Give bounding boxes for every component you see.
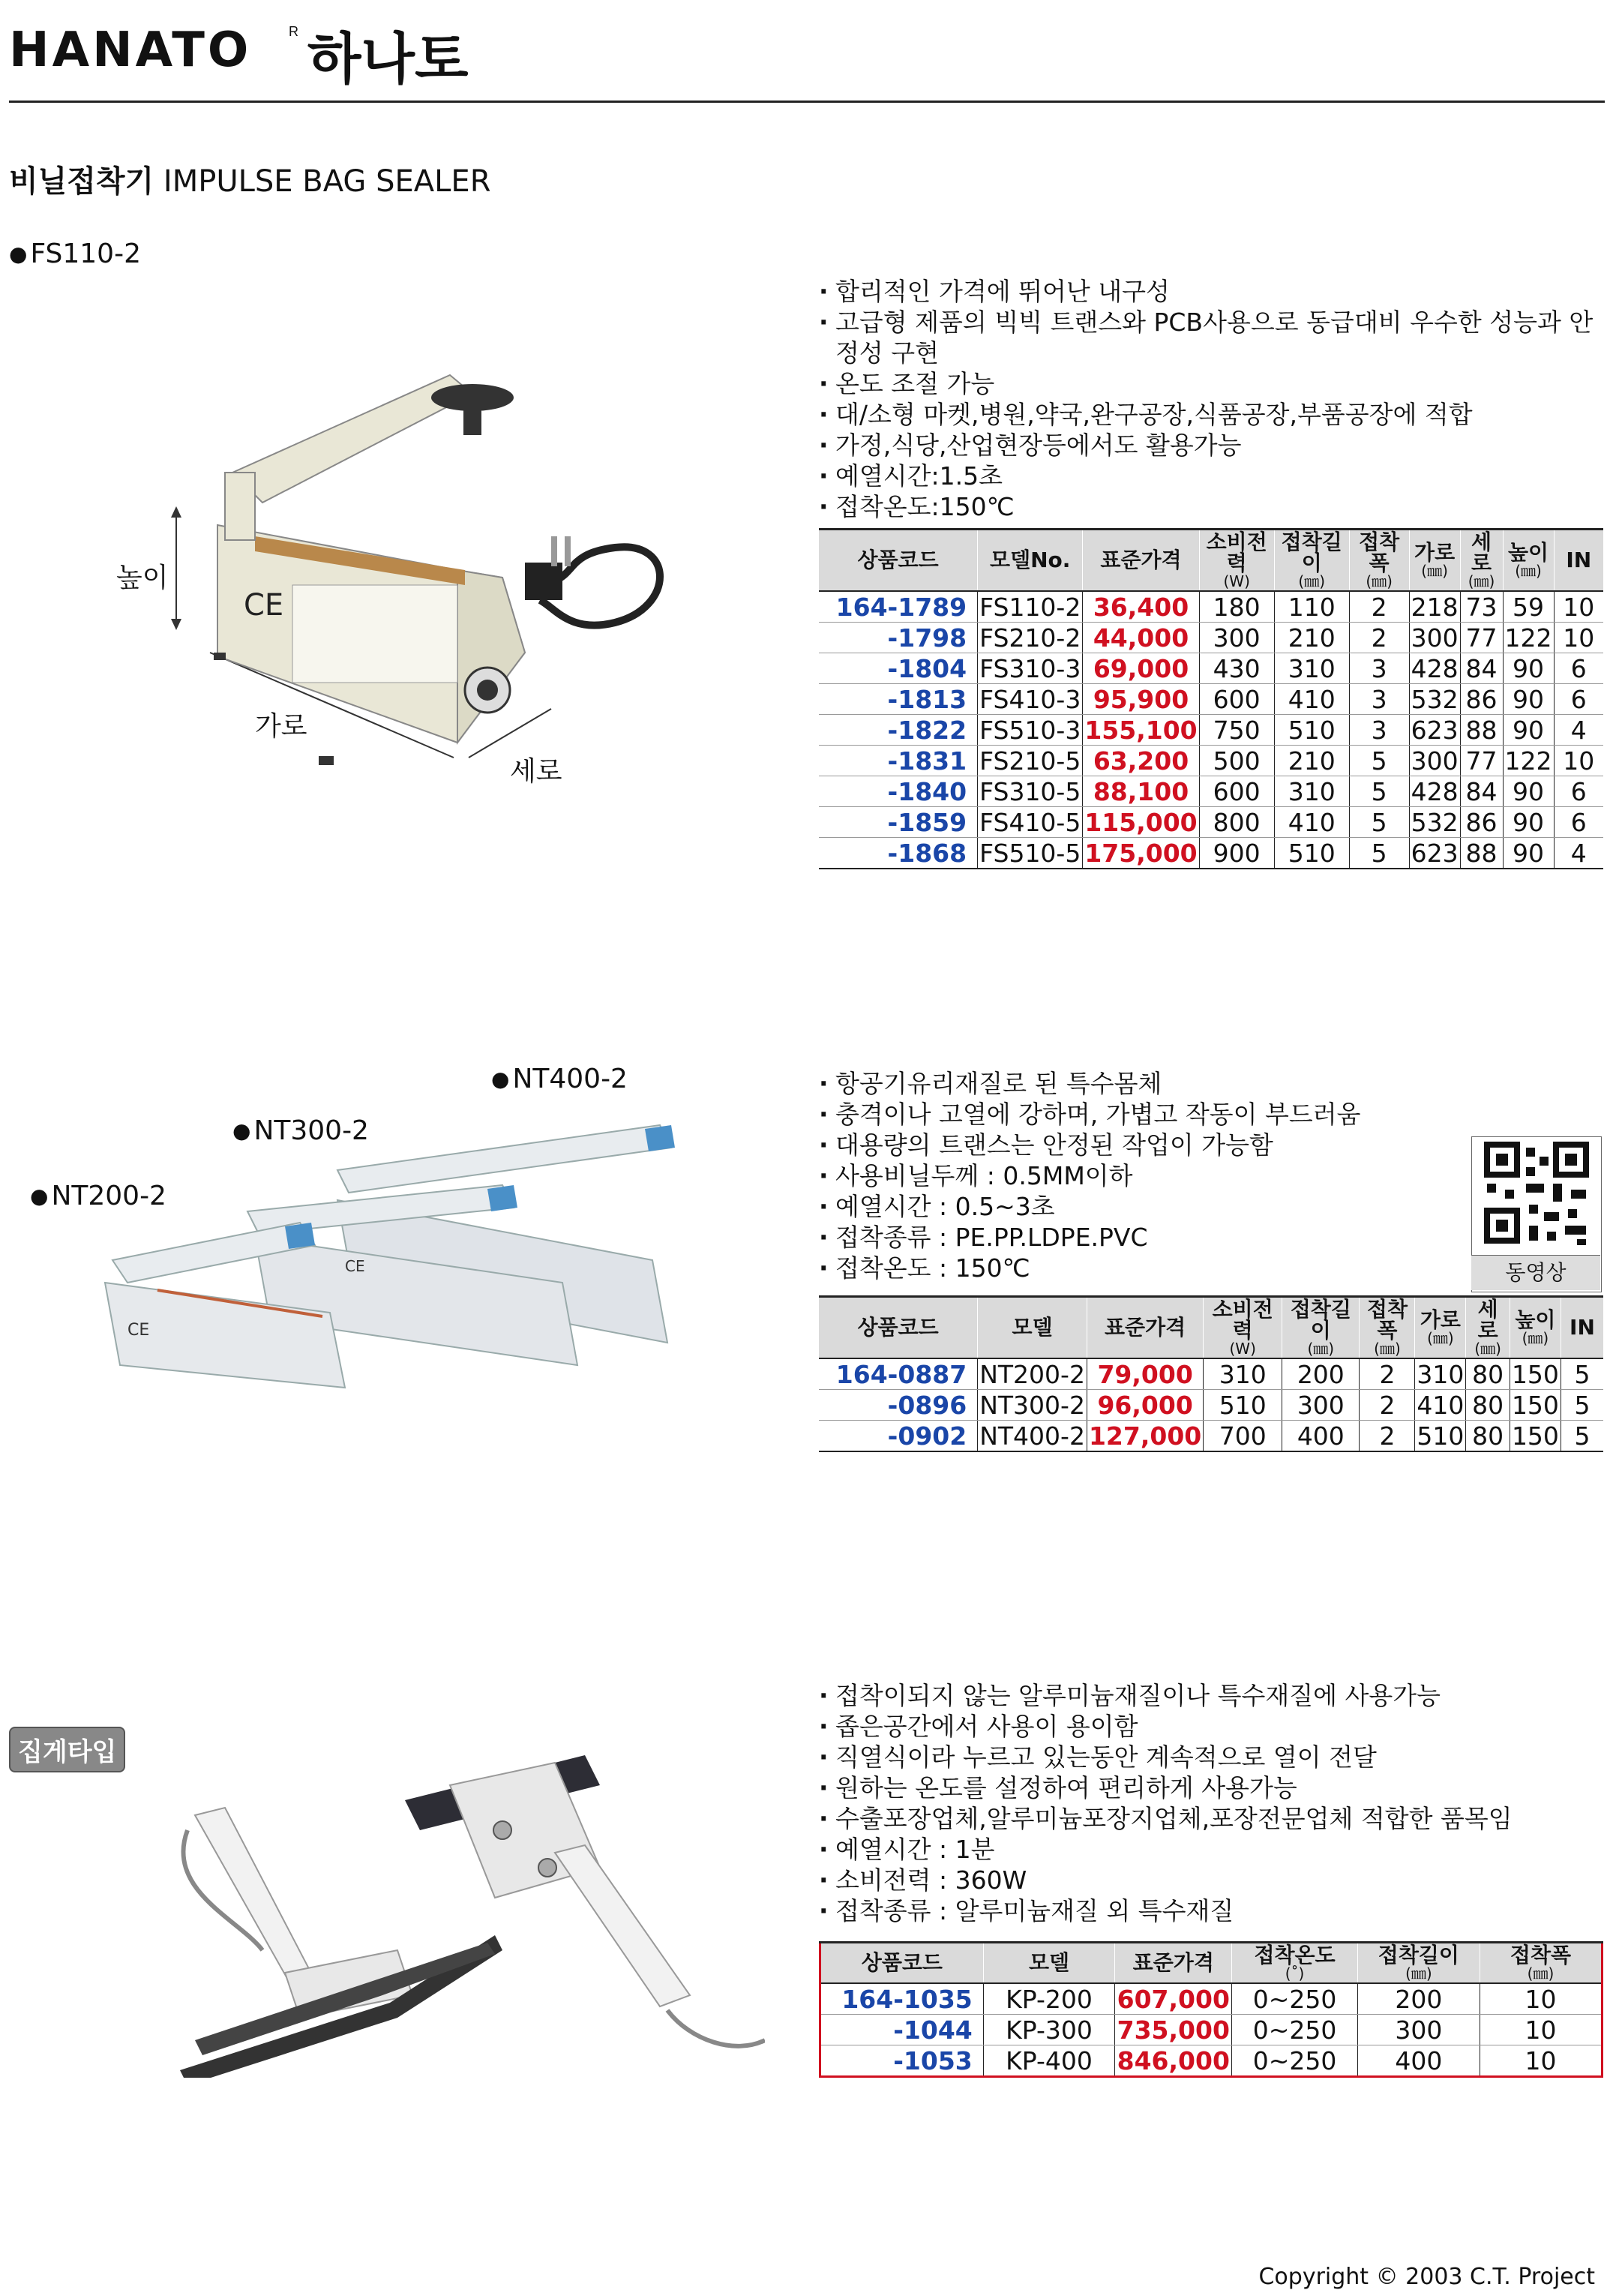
- table-header-row: [820, 1943, 1603, 1984]
- table-cell: 88: [1460, 838, 1503, 869]
- table-cell: 90: [1503, 684, 1554, 715]
- table-cell: 150: [1510, 1390, 1561, 1421]
- table-header-cell: 상품코드: [820, 1943, 984, 1984]
- table-cell: 300: [1409, 623, 1460, 653]
- table-cell: 4: [1554, 838, 1603, 869]
- table-row: [819, 838, 1603, 869]
- table-cell: 150: [1510, 1358, 1561, 1390]
- table-cell: 90: [1503, 807, 1554, 838]
- table-header-cell: 접착길이 (㎜): [1274, 530, 1349, 592]
- table-row: [819, 1390, 1603, 1421]
- table-cell: 164-0887: [819, 1358, 978, 1390]
- table-cell: 0~250: [1232, 2045, 1358, 2077]
- table-cell: 10: [1480, 1983, 1602, 2015]
- table-cell: 86: [1460, 684, 1503, 715]
- table-cell: 5: [1349, 776, 1409, 807]
- table-cell: 310: [1204, 1358, 1282, 1390]
- table-cell: 3: [1349, 715, 1409, 746]
- table-cell: 735,000: [1115, 2015, 1232, 2045]
- table-cell: -1798: [819, 623, 978, 653]
- table-header-cell: 접착폭 (㎜): [1360, 1297, 1415, 1359]
- table-cell: FS410-5: [978, 807, 1083, 838]
- feature-item: · 충격이나 고열에 강하며, 가볍고 작동이 부드러움: [819, 1099, 1464, 1130]
- table-cell: 122: [1503, 623, 1554, 653]
- table-row: [819, 715, 1603, 746]
- table-cell: 900: [1199, 838, 1274, 869]
- table-cell: 10: [1554, 746, 1603, 776]
- kp-feature-list: [819, 1680, 1606, 1926]
- table-header-cell: IN: [1554, 530, 1603, 592]
- table-cell: 6: [1554, 807, 1603, 838]
- table-row: [819, 591, 1603, 623]
- table-cell: 300: [1282, 1390, 1360, 1421]
- table-cell: 400: [1282, 1421, 1360, 1452]
- table-cell: 5: [1561, 1358, 1603, 1390]
- table-cell: 5: [1561, 1390, 1603, 1421]
- table-cell: 532: [1409, 807, 1460, 838]
- table-cell: 623: [1409, 838, 1460, 869]
- table-header-cell: 소비전력 (W): [1204, 1297, 1282, 1359]
- table-cell: 77: [1460, 746, 1503, 776]
- table-cell: 69,000: [1083, 653, 1199, 684]
- qr-code-icon: [1472, 1137, 1601, 1256]
- table-cell: 115,000: [1083, 807, 1199, 838]
- table-cell: 700: [1204, 1421, 1282, 1452]
- page-title-ko: 비닐접착기: [9, 164, 154, 199]
- page-title: [9, 158, 490, 200]
- table-cell: 400: [1357, 2045, 1480, 2077]
- table-cell: 164-1035: [820, 1983, 984, 2015]
- table-row: [819, 807, 1603, 838]
- table-row: [820, 2015, 1603, 2045]
- feature-item: · 합리적인 가격에 뛰어난 내구성: [819, 276, 1606, 307]
- table-cell: FS410-3: [978, 684, 1083, 715]
- fs-spec-table: [819, 528, 1603, 869]
- model-label-nt300: ● NT300-2: [232, 1115, 369, 1146]
- table-header-cell: 세로 (㎜): [1466, 1297, 1510, 1359]
- fs-feature-list: [819, 276, 1606, 522]
- table-cell: 88,100: [1083, 776, 1199, 807]
- table-row: [819, 653, 1603, 684]
- table-cell: 10: [1480, 2045, 1602, 2077]
- table-cell: FS110-2: [978, 591, 1083, 623]
- nt-sealers-illustration: [97, 1110, 682, 1395]
- logo-hanato-en: HANATO: [9, 23, 252, 78]
- feature-item: · 가정,식당,산업현장등에서도 활용가능: [819, 430, 1606, 461]
- table-cell: 6: [1554, 684, 1603, 715]
- table-cell: FS510-5: [978, 838, 1083, 869]
- svg-text:CE: CE: [345, 1257, 365, 1275]
- svg-text:CE: CE: [244, 588, 284, 623]
- table-header-cell: 모델: [978, 1297, 1087, 1359]
- table-cell: 80: [1466, 1421, 1510, 1452]
- table-header-cell: 높이 (㎜): [1510, 1297, 1561, 1359]
- table-cell: NT300-2: [978, 1390, 1087, 1421]
- table-cell: 310: [1274, 653, 1349, 684]
- feature-item: · 직열식이라 누르고 있는동안 계속적으로 열이 전달: [819, 1742, 1606, 1772]
- table-cell: 80: [1466, 1358, 1510, 1390]
- table-cell: 80: [1466, 1390, 1510, 1421]
- table-cell: 90: [1503, 776, 1554, 807]
- table-cell: 175,000: [1083, 838, 1199, 869]
- table-cell: 110: [1274, 591, 1349, 623]
- nt-feature-list: [819, 1068, 1464, 1283]
- table-cell: 510: [1204, 1390, 1282, 1421]
- feature-item: · 접착온도 : 150℃: [819, 1253, 1464, 1283]
- video-label: 동영상: [1471, 1255, 1600, 1290]
- table-cell: 5: [1349, 838, 1409, 869]
- table-row: [819, 746, 1603, 776]
- table-header-row: [819, 1297, 1603, 1359]
- table-cell: KP-300: [983, 2015, 1115, 2045]
- table-cell: 300: [1357, 2015, 1480, 2045]
- copyright-text: Copyright © 2003 C.T. Project: [1258, 2264, 1595, 2290]
- table-header-cell: 접착온도 (˚): [1232, 1943, 1358, 1984]
- table-cell: -0896: [819, 1390, 978, 1421]
- table-cell: KP-200: [983, 1983, 1115, 2015]
- clamp-type-badge: 집게타입: [9, 1727, 125, 1772]
- table-row: [819, 1421, 1603, 1452]
- table-cell: 90: [1503, 838, 1554, 869]
- table-cell: 4: [1554, 715, 1603, 746]
- table-cell: 95,900: [1083, 684, 1199, 715]
- table-cell: 73: [1460, 591, 1503, 623]
- table-cell: 300: [1199, 623, 1274, 653]
- table-cell: 3: [1349, 653, 1409, 684]
- table-header-cell: 소비전력 (W): [1199, 530, 1274, 592]
- table-cell: 310: [1274, 776, 1349, 807]
- table-cell: 63,200: [1083, 746, 1199, 776]
- table-cell: FS310-5: [978, 776, 1083, 807]
- table-cell: -1044: [820, 2015, 984, 2045]
- table-cell: 88: [1460, 715, 1503, 746]
- table-cell: 510: [1274, 715, 1349, 746]
- feature-item: · 고급형 제품의 빅빅 트랜스와 PCB사용으로 동급대비 우수한 성능과 안정성 구현: [819, 307, 1606, 368]
- table-cell: 2: [1360, 1358, 1415, 1390]
- feature-item: · 접착온도:150℃: [819, 491, 1606, 522]
- table-cell: FS310-3: [978, 653, 1083, 684]
- table-cell: 2: [1349, 591, 1409, 623]
- table-cell: 180: [1199, 591, 1274, 623]
- feature-item: · 수출포장업체,알루미늄포장지업체,포장전문업체 적합한 품목임: [819, 1803, 1606, 1834]
- table-cell: FS210-5: [978, 746, 1083, 776]
- table-cell: 607,000: [1115, 1983, 1232, 2015]
- table-cell: 623: [1409, 715, 1460, 746]
- feature-item: · 온도 조절 가능: [819, 368, 1606, 399]
- table-cell: -1813: [819, 684, 978, 715]
- table-cell: 0~250: [1232, 2015, 1358, 2045]
- feature-item: · 예열시간 : 1분: [819, 1834, 1606, 1865]
- table-header-cell: 표준가격: [1087, 1297, 1203, 1359]
- table-cell: NT200-2: [978, 1358, 1087, 1390]
- feature-item: · 접착종류 : 알루미늄재질 외 특수재질: [819, 1895, 1606, 1926]
- table-header-cell: 표준가격: [1115, 1943, 1232, 1984]
- table-header-cell: 모델: [983, 1943, 1115, 1984]
- feature-item: · 소비전력 : 360W: [819, 1865, 1606, 1895]
- table-header-row: [819, 530, 1603, 592]
- svg-text:CE: CE: [127, 1321, 150, 1340]
- table-cell: 164-1789: [819, 591, 978, 623]
- table-header-cell: 세로 (㎜): [1460, 530, 1503, 592]
- table-header-cell: IN: [1561, 1297, 1603, 1359]
- table-cell: NT400-2: [978, 1421, 1087, 1452]
- feature-item: · 대용량의 트랜스는 안정된 작업이 가능함: [819, 1130, 1464, 1160]
- feature-item: · 항공기유리재질로 된 특수몸체: [819, 1068, 1464, 1099]
- table-cell: 6: [1554, 776, 1603, 807]
- table-cell: 428: [1409, 776, 1460, 807]
- table-cell: 410: [1274, 807, 1349, 838]
- kp-spec-table: [819, 1941, 1603, 2078]
- table-cell: 36,400: [1083, 591, 1199, 623]
- table-cell: 800: [1199, 807, 1274, 838]
- table-header-cell: 접착폭 (㎜): [1480, 1943, 1602, 1984]
- header-divider: [9, 101, 1605, 103]
- table-cell: 410: [1274, 684, 1349, 715]
- table-cell: -0902: [819, 1421, 978, 1452]
- table-cell: -1822: [819, 715, 978, 746]
- table-cell: 210: [1274, 623, 1349, 653]
- table-row: [820, 1983, 1603, 2015]
- table-header-cell: 접착폭 (㎜): [1349, 530, 1409, 592]
- table-cell: -1868: [819, 838, 978, 869]
- table-row: [819, 623, 1603, 653]
- feature-item: · 접착종류 : PE.PP.LDPE.PVC: [819, 1222, 1464, 1253]
- table-cell: 59: [1503, 591, 1554, 623]
- nt-spec-table: [819, 1295, 1603, 1452]
- kp-sealers-illustration: [150, 1755, 765, 2078]
- table-cell: 428: [1409, 653, 1460, 684]
- feature-item: · 예열시간:1.5초: [819, 461, 1606, 491]
- table-cell: 2: [1360, 1390, 1415, 1421]
- table-cell: 600: [1199, 776, 1274, 807]
- table-cell: -1840: [819, 776, 978, 807]
- feature-item: · 예열시간 : 0.5~3초: [819, 1191, 1464, 1222]
- table-cell: 410: [1415, 1390, 1466, 1421]
- table-cell: 846,000: [1115, 2045, 1232, 2077]
- table-cell: -1804: [819, 653, 978, 684]
- table-cell: KP-400: [983, 2045, 1115, 2077]
- table-cell: 5: [1349, 746, 1409, 776]
- table-cell: 2: [1349, 623, 1409, 653]
- model-label-nt200: ● NT200-2: [30, 1181, 166, 1211]
- table-cell: 150: [1510, 1421, 1561, 1452]
- table-cell: 2: [1360, 1421, 1415, 1452]
- table-cell: 430: [1199, 653, 1274, 684]
- feature-item: · 사용비닐두께 : 0.5MM이하: [819, 1160, 1464, 1191]
- table-row: [819, 684, 1603, 715]
- table-header-cell: 상품코드: [819, 530, 978, 592]
- table-cell: 532: [1409, 684, 1460, 715]
- table-row: [819, 1358, 1603, 1390]
- table-header-cell: 가로 (㎜): [1415, 1297, 1466, 1359]
- dim-label-width: 가로: [255, 711, 307, 742]
- table-cell: 84: [1460, 653, 1503, 684]
- fs-sealer-illustration: [105, 360, 690, 780]
- table-header-cell: 상품코드: [819, 1297, 978, 1359]
- feature-item: · 대/소형 마켓,병원,약국,완구공장,식품공장,부품공장에 적합: [819, 399, 1606, 430]
- table-cell: 200: [1282, 1358, 1360, 1390]
- table-cell: 10: [1480, 2015, 1602, 2045]
- table-header-cell: 가로 (㎜): [1409, 530, 1460, 592]
- model-label-fs110: ● FS110-2: [9, 239, 141, 269]
- table-cell: 79,000: [1087, 1358, 1203, 1390]
- table-cell: FS510-3: [978, 715, 1083, 746]
- table-cell: 510: [1415, 1421, 1466, 1452]
- table-cell: -1859: [819, 807, 978, 838]
- feature-item: · 좁은공간에서 사용이 용이함: [819, 1711, 1606, 1742]
- table-header-cell: 표준가격: [1083, 530, 1199, 592]
- table-cell: 5: [1349, 807, 1409, 838]
- table-cell: 10: [1554, 623, 1603, 653]
- table-cell: 0~250: [1232, 1983, 1358, 2015]
- table-cell: 3: [1349, 684, 1409, 715]
- table-cell: 44,000: [1083, 623, 1199, 653]
- page-title-en: IMPULSE BAG SEALER: [163, 164, 491, 199]
- table-cell: 500: [1199, 746, 1274, 776]
- table-cell: 5: [1561, 1421, 1603, 1452]
- table-cell: 210: [1274, 746, 1349, 776]
- table-cell: 218: [1409, 591, 1460, 623]
- dim-label-depth: 세로: [510, 756, 562, 787]
- table-row: [819, 776, 1603, 807]
- table-cell: 77: [1460, 623, 1503, 653]
- dim-label-height: 높이: [116, 563, 169, 593]
- table-cell: 127,000: [1087, 1421, 1203, 1452]
- table-cell: 510: [1274, 838, 1349, 869]
- table-cell: 300: [1409, 746, 1460, 776]
- table-cell: -1831: [819, 746, 978, 776]
- table-row: [820, 2045, 1603, 2077]
- table-cell: 310: [1415, 1358, 1466, 1390]
- feature-item: · 원하는 온도를 설정하여 편리하게 사용가능: [819, 1772, 1606, 1803]
- model-label-nt400: ● NT400-2: [491, 1064, 628, 1094]
- table-cell: 155,100: [1083, 715, 1199, 746]
- logo-registered-mark: R: [289, 24, 298, 39]
- table-cell: 6: [1554, 653, 1603, 684]
- table-cell: 86: [1460, 807, 1503, 838]
- table-cell: FS210-2: [978, 623, 1083, 653]
- table-header-cell: 접착길이 (㎜): [1282, 1297, 1360, 1359]
- table-cell: -1053: [820, 2045, 984, 2077]
- table-cell: 84: [1460, 776, 1503, 807]
- table-cell: 90: [1503, 715, 1554, 746]
- table-cell: 200: [1357, 1983, 1480, 2015]
- table-header-cell: 높이 (㎜): [1503, 530, 1554, 592]
- table-cell: 122: [1503, 746, 1554, 776]
- table-cell: 600: [1199, 684, 1274, 715]
- table-header-cell: 모델No.: [978, 530, 1083, 592]
- table-cell: 90: [1503, 653, 1554, 684]
- table-cell: 96,000: [1087, 1390, 1203, 1421]
- table-cell: 10: [1554, 591, 1603, 623]
- logo-hanato-ko: 하나토: [307, 27, 469, 92]
- feature-item: · 접착이되지 않는 알루미늄재질이나 특수재질에 사용가능: [819, 1680, 1606, 1711]
- table-cell: 750: [1199, 715, 1274, 746]
- table-header-cell: 접착길이 (㎜): [1357, 1943, 1480, 1984]
